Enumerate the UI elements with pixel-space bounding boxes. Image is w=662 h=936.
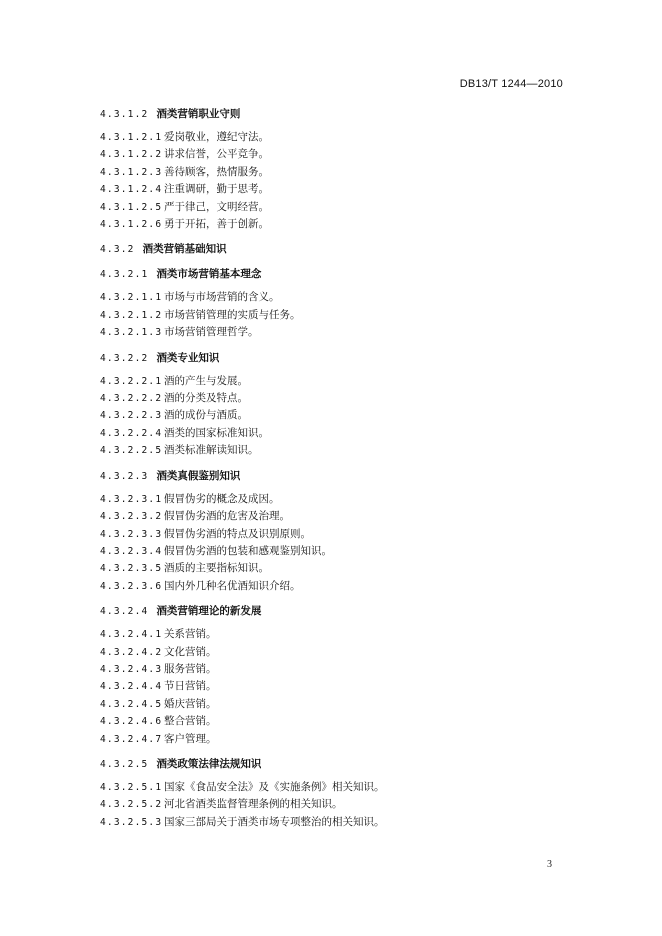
section-number: 4.3.2.2 xyxy=(100,352,149,364)
section-number: 4.3.2.1 xyxy=(100,269,149,281)
list-item xyxy=(100,696,570,713)
section-number: 4.3.2.4 xyxy=(100,606,149,618)
item-text: 注重调研，勤于思考。 xyxy=(164,183,269,196)
item-text: 假冒伪劣酒的危害及治理。 xyxy=(164,510,290,523)
item-number: 4.3.2.5.1 xyxy=(100,781,163,793)
list-item xyxy=(100,289,570,306)
section-number: 4.3.2 xyxy=(100,244,135,256)
list-item xyxy=(100,181,570,198)
item-number: 4.3.2.2.5 xyxy=(100,445,163,457)
section-title: 酒类营销职业守则 xyxy=(156,108,241,120)
list-item xyxy=(100,425,570,442)
section-title: 酒类营销基础知识 xyxy=(142,243,227,256)
item-number: 4.3.2.4.2 xyxy=(100,646,163,658)
item-number: 4.3.2.2.2 xyxy=(100,393,163,405)
list-item xyxy=(100,491,570,508)
item-number: 4.3.1.2.2 xyxy=(100,149,163,161)
page-number: 3 xyxy=(547,859,552,870)
section-number: 4.3.2.5 xyxy=(100,758,149,770)
item-text: 酒的成份与酒质。 xyxy=(164,409,248,422)
list-item xyxy=(100,678,570,695)
item-text: 文化营销。 xyxy=(164,645,217,658)
document-code: DB13/T 1244—2010 xyxy=(459,78,563,90)
section-heading xyxy=(100,266,570,283)
item-number: 4.3.2.3.6 xyxy=(100,580,163,592)
item-text: 严于律己，文明经营。 xyxy=(164,200,269,213)
item-text: 酒的产生与发展。 xyxy=(164,374,248,387)
list-item xyxy=(100,390,570,407)
item-number: 4.3.2.2.4 xyxy=(100,427,163,439)
item-text: 服务营销。 xyxy=(164,662,217,675)
section-heading xyxy=(100,603,570,620)
item-number: 4.3.2.3.5 xyxy=(100,563,163,575)
list-item xyxy=(100,307,570,324)
list-item xyxy=(100,543,570,560)
item-text: 婚庆营销。 xyxy=(164,697,217,710)
section-heading xyxy=(100,350,570,367)
list-item xyxy=(100,199,570,216)
item-number: 4.3.2.5.2 xyxy=(100,799,163,811)
item-text: 国家《食品安全法》及《实施条例》相关知识。 xyxy=(164,780,385,793)
item-text: 善待顾客，热情服务。 xyxy=(164,165,269,178)
list-item xyxy=(100,146,570,163)
list-item xyxy=(100,644,570,661)
list-item xyxy=(100,779,570,796)
list-item xyxy=(100,626,570,643)
section-title: 酒类市场营销基本理念 xyxy=(156,268,262,281)
item-text: 勇于开拓，善于创新。 xyxy=(164,218,269,231)
item-text: 市场营销管理的实质与任务。 xyxy=(164,308,301,321)
list-item xyxy=(100,526,570,543)
item-text: 客户管理。 xyxy=(164,732,217,745)
item-number: 4.3.2.4.7 xyxy=(100,733,163,745)
item-number: 4.3.2.3.1 xyxy=(100,493,163,505)
list-item xyxy=(100,578,570,595)
section-number: 4.3.2.3 xyxy=(100,470,149,482)
item-number: 4.3.2.4.5 xyxy=(100,698,163,710)
item-number: 4.3.2.3.2 xyxy=(100,511,163,523)
item-number: 4.3.2.4.1 xyxy=(100,629,163,641)
list-item xyxy=(100,661,570,678)
item-text: 酒类标准解读知识。 xyxy=(164,444,259,457)
item-text: 酒质的主要指标知识。 xyxy=(164,562,269,575)
section-heading xyxy=(100,756,570,773)
item-number: 4.3.2.2.1 xyxy=(100,375,163,387)
item-text: 国家三部局关于酒类市场专项整治的相关知识。 xyxy=(164,815,385,828)
item-text: 市场营销管理哲学。 xyxy=(164,326,259,339)
list-item xyxy=(100,324,570,341)
section-title: 酒类政策法律法规知识 xyxy=(156,757,262,770)
list-item xyxy=(100,216,570,233)
item-text: 节日营销。 xyxy=(164,680,217,693)
list-item xyxy=(100,373,570,390)
list-item xyxy=(100,129,570,146)
item-text: 国内外几种名优酒知识介绍。 xyxy=(164,579,301,592)
item-text: 河北省酒类监督管理条例的相关知识。 xyxy=(164,798,343,811)
item-text: 假冒伪劣酒的特点及识别原则。 xyxy=(164,527,311,540)
list-item xyxy=(100,560,570,577)
document-body xyxy=(100,106,570,831)
item-number: 4.3.2.1.1 xyxy=(100,292,163,304)
item-text: 假冒伪劣的概念及成因。 xyxy=(164,492,280,505)
item-text: 酒类的国家标准知识。 xyxy=(164,426,269,439)
item-number: 4.3.2.5.3 xyxy=(100,816,163,828)
item-text: 市场与市场营销的含义。 xyxy=(164,291,280,304)
item-text: 假冒伪劣酒的包装和感观鉴别知识。 xyxy=(164,544,332,557)
item-number: 4.3.2.1.2 xyxy=(100,309,163,321)
list-item xyxy=(100,713,570,730)
item-number: 4.3.2.4.3 xyxy=(100,663,163,675)
item-number: 4.3.2.4.4 xyxy=(100,681,163,693)
item-text: 关系营销。 xyxy=(164,628,217,641)
item-number: 4.3.1.2.6 xyxy=(100,219,163,231)
item-number: 4.3.1.2.1 xyxy=(100,132,163,143)
section-title: 酒类营销理论的新发展 xyxy=(156,605,262,618)
item-number: 4.3.1.2.4 xyxy=(100,184,163,196)
list-item xyxy=(100,442,570,459)
section-heading xyxy=(100,241,570,258)
item-number: 4.3.1.2.3 xyxy=(100,166,163,178)
section-title: 酒类真假鉴别知识 xyxy=(156,469,241,482)
list-item xyxy=(100,508,570,525)
item-number: 4.3.2.4.6 xyxy=(100,716,163,728)
list-item xyxy=(100,814,570,831)
section-number: 4.3.1.2 xyxy=(100,109,149,120)
item-number: 4.3.2.3.3 xyxy=(100,528,163,540)
item-number: 4.3.2.1.3 xyxy=(100,327,163,339)
item-text: 整合营销。 xyxy=(164,715,217,728)
list-item xyxy=(100,164,570,181)
section-title: 酒类专业知识 xyxy=(156,351,220,364)
item-number: 4.3.2.2.3 xyxy=(100,410,163,422)
list-item xyxy=(100,731,570,748)
item-number: 4.3.2.3.4 xyxy=(100,545,163,557)
item-text: 爱岗敬业，遵纪守法。 xyxy=(164,131,269,143)
list-item xyxy=(100,796,570,813)
item-number: 4.3.1.2.5 xyxy=(100,201,163,213)
item-text: 讲求信誉，公平竞争。 xyxy=(164,148,269,161)
item-text: 酒的分类及特点。 xyxy=(164,392,248,405)
section-heading xyxy=(100,106,570,123)
section-heading xyxy=(100,468,570,485)
list-item xyxy=(100,407,570,424)
